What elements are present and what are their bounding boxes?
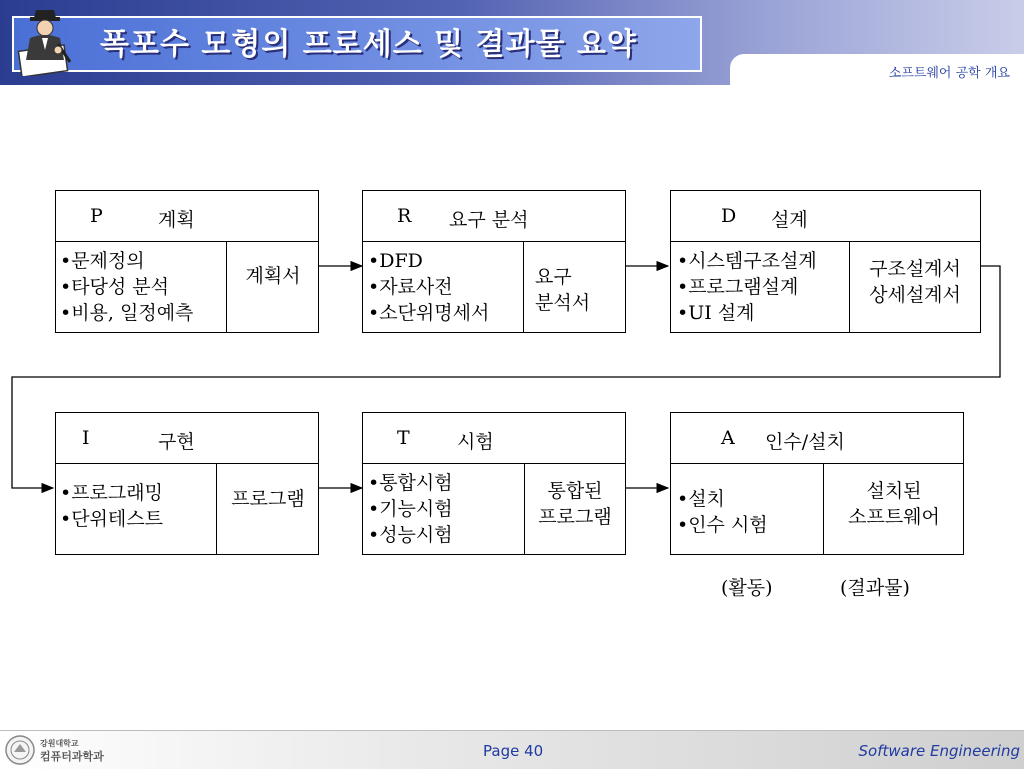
stage-name: 시험 [457, 431, 494, 453]
activity-item: •시스템구조설계 [677, 250, 817, 272]
output-item: 상세설계서 [869, 284, 961, 306]
course-name: Software Engineering [858, 742, 1020, 760]
activity-item: •소단위명세서 [368, 302, 490, 324]
activity-item: •UI 설계 [677, 302, 755, 324]
activity-item: •성능시험 [368, 524, 453, 546]
activity-item: •프로그램설계 [677, 276, 799, 298]
stage-letter: R [397, 205, 412, 227]
stage-box-requirements [362, 190, 626, 333]
stage-letter: A [721, 427, 735, 449]
stage-letter: I [82, 427, 90, 449]
stage-box-acceptance [670, 412, 964, 555]
stage-letter: D [721, 205, 737, 227]
output-item: 프로그램 [538, 506, 612, 528]
stage-name: 요구 분석 [449, 209, 529, 231]
output-item: 설치된 [866, 480, 922, 502]
university-label: 강원대학교 [40, 739, 79, 748]
legend-activity: (활동) [721, 577, 773, 599]
activity-item: •DFD [368, 250, 423, 272]
stage-box-testing [362, 412, 626, 555]
legend-output: (결과물) [840, 577, 910, 599]
output-item: 소프트웨어 [848, 506, 940, 528]
stage-box-implementation [55, 412, 319, 555]
page-title: 폭포수 모형의 프로세스 및 결과물 요약 [100, 27, 637, 62]
stage-letter: T [397, 427, 410, 449]
stage-box-design [670, 190, 981, 333]
stage-name: 설계 [771, 209, 808, 231]
activity-item: •기능시험 [368, 498, 453, 520]
activity-item: •문제정의 [60, 250, 145, 272]
output-item: 요구 [535, 266, 572, 288]
stage-name: 계획 [158, 209, 195, 231]
output-item: 통합된 [547, 480, 603, 502]
university-seal-icon [4, 734, 36, 770]
output-item: 계획서 [245, 265, 301, 287]
activity-item: •단위테스트 [60, 508, 163, 530]
activity-item: •프로그래밍 [60, 482, 163, 504]
output-item: 분석서 [535, 292, 591, 314]
divider [523, 241, 524, 332]
stage-name: 인수/설치 [765, 431, 845, 453]
stage-letter: P [90, 205, 103, 227]
output-item: 구조설계서 [869, 258, 961, 280]
activity-item: •인수 시험 [677, 514, 768, 536]
stage-box-plan [55, 190, 319, 333]
activity-item: •통합시험 [368, 472, 453, 494]
stage-header [671, 191, 980, 242]
activity-item: •타당성 분석 [60, 276, 170, 298]
activity-item: •비용, 일정예측 [60, 302, 194, 324]
activity-item: •설치 [677, 488, 725, 510]
stage-name: 구현 [158, 431, 195, 453]
department-label: 컴퓨터과학과 [40, 750, 104, 763]
page-number: Page 40 [483, 742, 544, 760]
output-item: 프로그램 [231, 488, 305, 510]
subtitle: 소프트웨어 공학 개요 [888, 66, 1010, 81]
department-name [40, 737, 104, 763]
activity-item: •자료사전 [368, 276, 453, 298]
